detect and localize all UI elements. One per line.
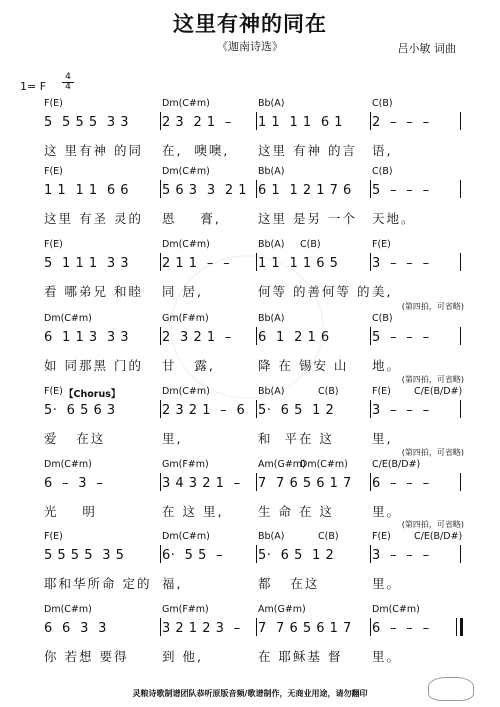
barline [160,112,161,130]
measure-notes: 6 1 1 3 3 3 [44,330,130,345]
lyric-line: 里。 [372,504,402,519]
barline [160,545,161,563]
barline [460,253,461,271]
chord-symbol: Bb(A) [258,239,285,250]
lyric-line: 这里 是另 一个 [258,211,357,226]
lyric-line: 耶和华所命 定的 [44,576,152,591]
lyric-line: 到 他, [162,649,203,664]
optional-beat-remark: (第四拍，可省略) [401,302,464,311]
time-signature-top: 4 [65,72,71,82]
barline [256,112,257,130]
chord-symbol: Am(G#m) [258,459,306,470]
barline [370,180,371,198]
chord-symbol: C/E(B/D#) [414,386,463,397]
chord-symbol: Gm(F#m) [162,459,209,470]
barline [460,618,463,636]
chord-symbol: C/E(B/D#) [414,531,463,542]
measure-notes: 5 – – – [372,183,430,198]
lyric-line: 这 里有神 的同 [44,143,143,158]
measure-notes: 6 – – – [372,476,430,491]
lyric-line: 地。 [372,358,402,373]
time-signature-bottom: 4 [62,82,74,92]
measure-notes: 2 3 2 1 – [162,330,232,345]
chord-symbol: F(E) [372,239,391,250]
lyric-line: 爱 在这 [44,431,106,446]
lyric-line: 甘 露, [162,358,215,373]
chord-symbol: Dm(C#m) [162,98,210,109]
song-collection: 《迦南诗选》 [217,40,283,53]
chord-symbol: C(B) [372,166,393,177]
measure-notes: 3 2 1 2 3 – [162,621,241,636]
measure-notes: 1 1 1 1 6 6 [44,183,130,198]
chord-symbol: F(E) [44,531,63,542]
key-signature: 1= F [20,80,47,93]
barline [256,618,257,636]
measure-notes: 6 – – – [372,621,430,636]
chord-symbol: C(B) [318,531,339,542]
measure-notes: 5· 6 5 1 2 [258,403,335,418]
measure-notes: 1 1 1 1 6 5 [258,256,339,271]
stamp-logo [428,677,474,701]
measure-notes: 6 1 1 2 1 7 6 [258,183,352,198]
lyric-line: 里, [372,431,393,446]
barline [460,400,461,418]
measure-notes: 5· 6 5 6 3 [44,403,116,418]
lyric-line: 在 耶稣基 督 [258,649,343,664]
barline [370,473,371,491]
barline [460,545,461,563]
chord-symbol: Dm(C#m) [44,313,92,324]
measure-notes: 6 6 3 3 [44,621,107,636]
chord-symbol: Dm(C#m) [162,239,210,250]
score-row [0,520,500,605]
barline [256,545,257,563]
lyric-line: 何等 的善何等 的 [258,284,372,299]
barline [160,400,161,418]
measure-notes: 3 – – – [372,256,430,271]
lyric-line: 生 命 在 这 [258,504,334,519]
score-row [0,166,500,240]
measure-notes: 3 – – – [372,548,430,563]
chord-symbol: C(B) [372,98,393,109]
measure-notes: 3 4 3 2 1 – [162,476,241,491]
chord-symbol: Gm(F#m) [162,604,209,615]
footer-note: 灵粮诗歌制谱团队恭听原版音频/歌谱制作，无商业用途，请勿翻印 [132,689,368,698]
barline [460,327,461,345]
lyric-line: 你 若想 要得 [44,649,129,664]
barline [160,618,161,636]
optional-beat-remark: (第四拍，可省略) [401,375,464,384]
chord-symbol: Dm(C#m) [300,459,348,470]
composer-credit: 吕小敏 词曲 [397,42,456,55]
song-title: 这里有神的同在 [173,12,327,36]
score-row [0,98,500,172]
lyric-line: 同 居, [162,284,203,299]
measure-notes: 6· 5 5 – [162,548,224,563]
chord-symbol: Dm(C#m) [162,531,210,542]
score-row [0,604,500,678]
chord-symbol: Dm(C#m) [44,604,92,615]
measure-notes: 5 5 5 5 3 5 [44,548,125,563]
chord-symbol: Dm(C#m) [372,604,420,615]
lyric-line: 在 这 里, [162,504,224,519]
barline [160,473,161,491]
lyric-line: 光 明 [44,504,97,519]
lyric-line: 语, [372,143,393,158]
barline [370,112,371,130]
measure-notes: 1 1 1 1 6 1 [258,115,344,130]
lyric-line: 天地。 [372,211,416,226]
chord-symbol: F(E) [44,166,63,177]
chord-symbol: Bb(A) [258,531,285,542]
barline [160,253,161,271]
chord-symbol: Bb(A) [258,313,285,324]
barline [256,473,257,491]
measure-notes: 2 3 2 1 – 6 [162,403,246,418]
chord-symbol: Bb(A) [258,166,285,177]
barline [160,180,161,198]
lyric-line: 这里 有神 的言 [258,143,357,158]
lyric-line: 降 在 锡安 山 [258,358,349,373]
chord-symbol: Gm(F#m) [162,313,209,324]
barline [370,545,371,563]
lyric-line: 里。 [372,576,402,591]
chord-symbol: Bb(A) [258,386,285,397]
lyric-line: 美, [372,284,393,299]
chord-symbol: F(E) [372,386,391,397]
measure-notes: 5 – – – [372,330,430,345]
barline [256,180,257,198]
optional-beat-remark: (第四拍，可省略) [401,448,464,457]
chorus-label: 【Chorus】 [64,389,121,400]
measure-notes: 2 3 2 1 – [162,115,232,130]
chord-symbol: Am(G#m) [258,604,306,615]
lyric-line: 看 哪弟兄 和睦 [44,284,143,299]
optional-beat-remark: (第四拍，可省略) [401,520,464,529]
lyric-line: 都 在这 [258,576,320,591]
chord-symbol: C(B) [372,313,393,324]
measure-notes: 5 5 5 5 3 3 [44,115,130,130]
barline [256,253,257,271]
barline [370,400,371,418]
barline [460,473,461,491]
lyric-line: 恩 膏, [162,211,221,226]
measure-notes: 2 1 1 – – [162,256,231,271]
lyric-line: 福, [162,576,183,591]
measure-notes: 5 6 3 3 2 1 [162,183,248,198]
barline [460,112,461,130]
barline [370,327,371,345]
chord-symbol: Dm(C#m) [162,386,210,397]
lyric-line: 在, 噢噢, [162,143,230,158]
lyric-line: 里。 [372,649,402,664]
measure-notes: 7 7 6 5 6 1 7 [258,621,352,636]
measure-notes: 7 7 6 5 6 1 7 [258,476,352,491]
chord-symbol: F(E) [44,98,63,109]
chord-symbol: Dm(C#m) [162,166,210,177]
lyric-line: 如 同那黑 门的 [44,358,143,373]
measure-notes: 5· 6 5 1 2 [258,548,335,563]
measure-notes: 6 – 3 – [44,476,104,491]
chord-symbol: Dm(C#m) [44,459,92,470]
time-signature [62,73,74,92]
chord-symbol: F(E) [44,386,63,397]
measure-notes: 5 1 1 1 3 3 [44,256,130,271]
chord-symbol: C(B) [318,386,339,397]
barline [256,400,257,418]
barline [460,180,461,198]
barline [370,618,371,636]
lyric-line: 这里 有圣 灵的 [44,211,143,226]
measure-notes: 3 – – – [372,403,430,418]
chord-symbol: C(B) [300,239,321,250]
lyric-line: 和 平在 这 [258,431,334,446]
chord-symbol: Bb(A) [258,98,285,109]
chord-symbol: F(E) [372,531,391,542]
barline [256,327,257,345]
barline [370,253,371,271]
measure-notes: 6 1 2 1 6 [258,330,330,345]
barline [160,327,161,345]
lyric-line: 里, [162,431,183,446]
measure-notes: 2 – – – [372,115,430,130]
chord-symbol: F(E) [44,239,63,250]
chord-symbol: C/E(B/D#) [372,459,421,470]
